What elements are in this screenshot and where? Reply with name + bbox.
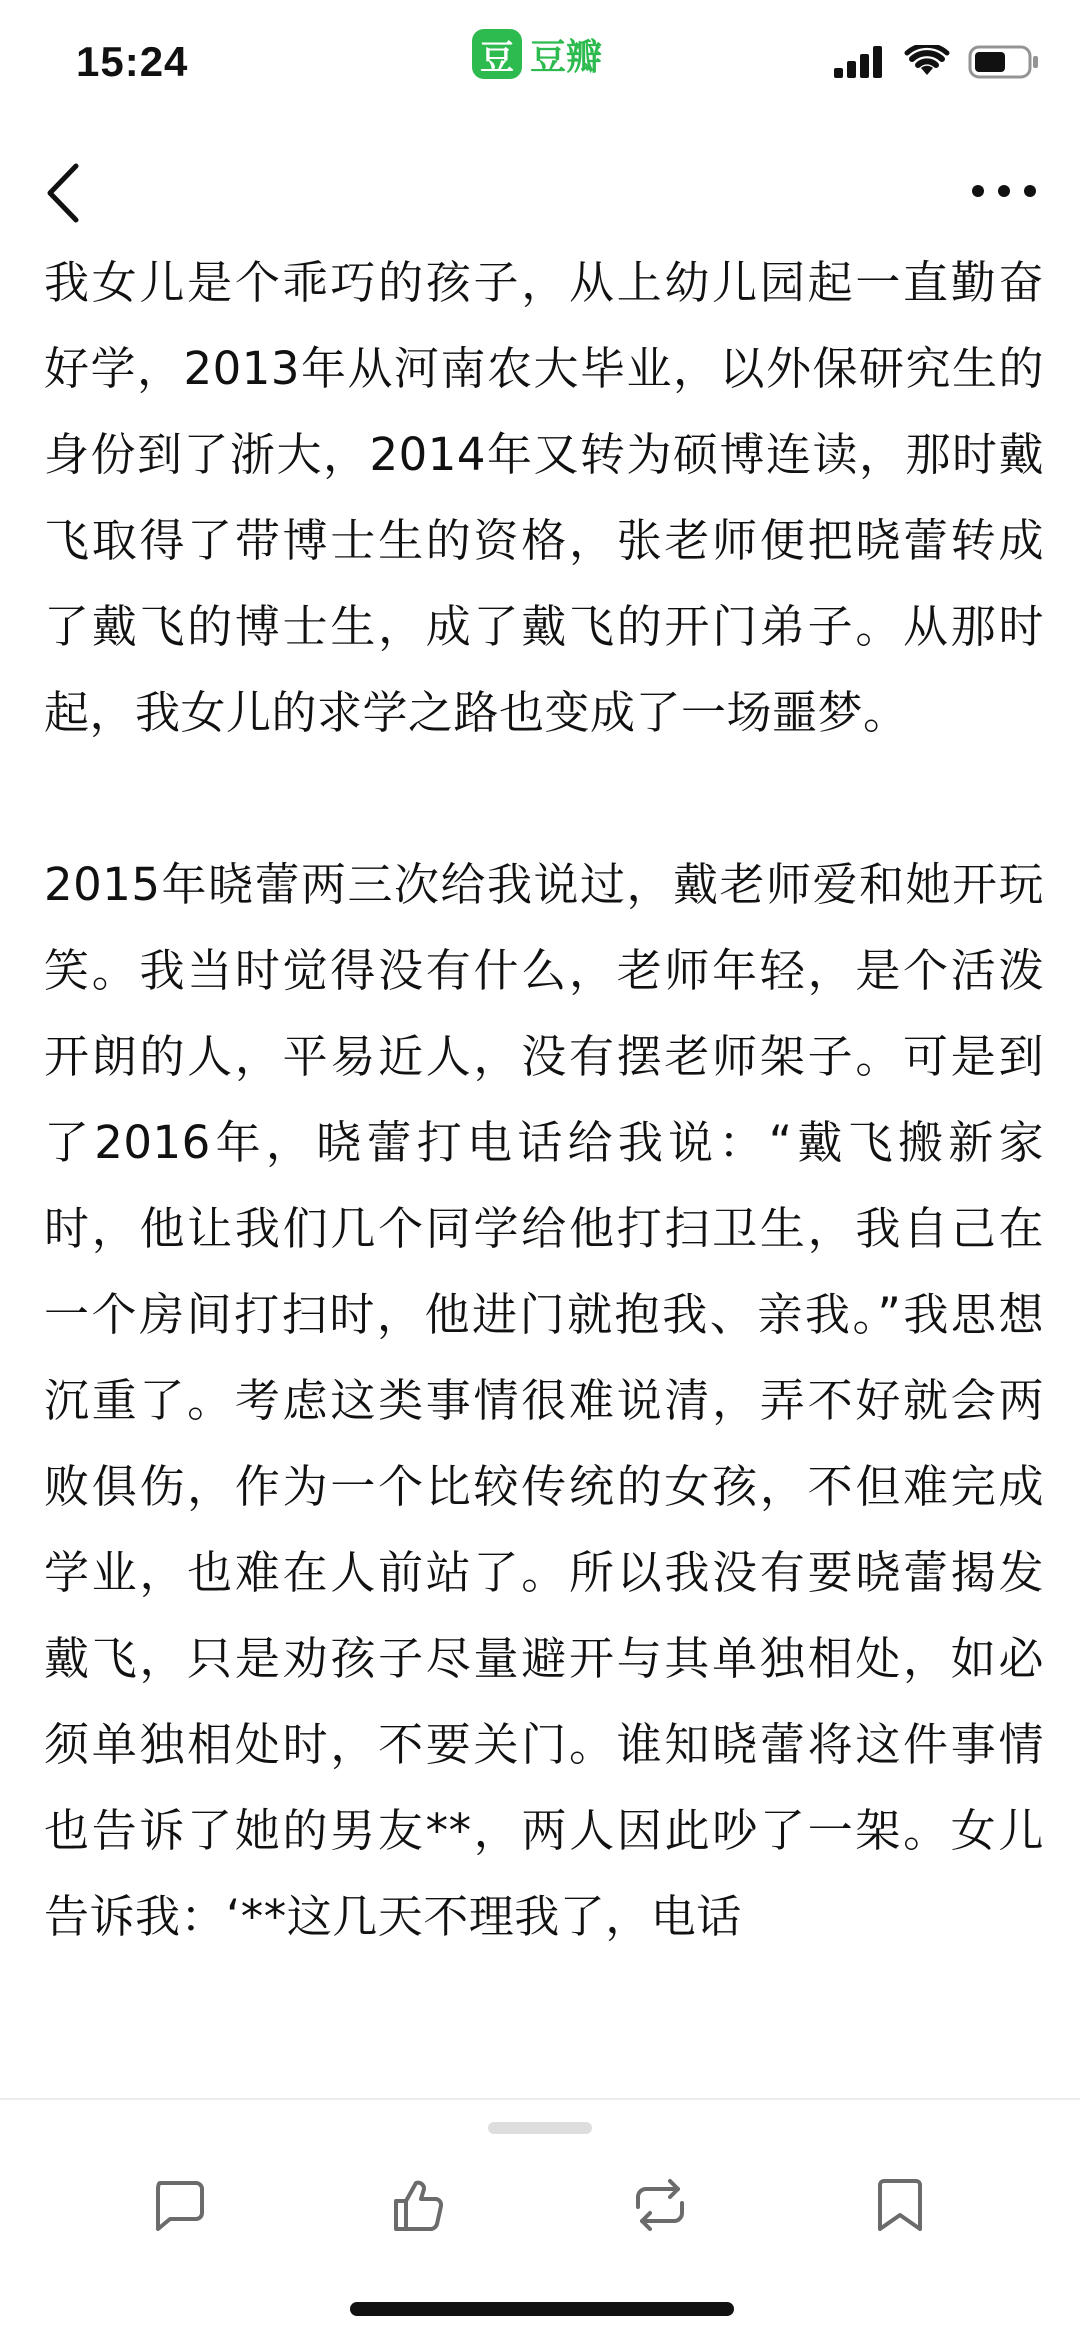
article-paragraph-1: 我女儿是个乖巧的孩子，从上幼儿园起一直勤奋好学，2013年从河南农大毕业，以外保研究生的身份到了浙大，2014年又转为硕博连读，那时戴飞取得了带博士生的资格，张老师便把晓蕾转成了戴飞的博士生，成了戴飞的开门弟子。从那时起，我女儿的求学之路也变成了一场噩梦。 [44,256,1044,739]
status-icons [834,44,1040,80]
bottom-toolbar [0,2098,1080,2340]
app-name: 豆瓣 [530,36,603,78]
chevron-left-icon [38,158,98,228]
douban-logo-icon: 豆 [472,29,522,79]
home-indicator[interactable] [350,2302,734,2316]
repost-button[interactable] [600,2150,720,2260]
cellular-signal-icon [834,46,886,78]
more-options-button[interactable] [964,166,1044,216]
thumbs-up-icon [388,2175,448,2235]
like-button[interactable] [358,2150,478,2260]
status-time: 15:24 [76,38,189,85]
comment-button[interactable] [118,2150,238,2260]
wifi-icon [904,45,950,79]
drag-handle[interactable] [488,2122,592,2134]
article-paragraph-2: 2015年晓蕾两三次给我说过，戴老师爱和她开玩笑。我当时觉得没有什么，老师年轻，是个活泼开朗的人，平易近人，没有摆老师架子。可是到了2016年，晓蕾打电话给我说：“戴飞搬新家时，他让我们几个同学给他打扫卫生，我自己在一个房间打扫时，他进门就抱我、亲我。”我思想沉重了。考虑这类事情很难说清，弄不好就会两败俱伤，作为一个比较传统的女孩，不但难完成学业，也难在人前站了。所以我没有要晓蕾揭发戴飞，只是劝孩子尽量避开与其单独相处，如必须单独相处时，不要关门。谁知晓蕾将这件事情也告诉了她的男友**，两人因此吵了一架。女儿告诉我：‘**这几天不理我了，电话 [44,858,1044,1943]
bookmark-button[interactable] [840,2150,960,2260]
status-bar [0,0,1080,130]
ellipsis-icon [964,166,1044,216]
app-badge [472,28,602,80]
battery-icon [968,44,1040,80]
bookmark-icon [872,2175,928,2235]
repost-icon [628,2175,692,2235]
article-body [44,240,1044,2100]
comment-icon [148,2175,208,2235]
back-button[interactable] [38,158,98,228]
nav-bar [0,140,1080,240]
